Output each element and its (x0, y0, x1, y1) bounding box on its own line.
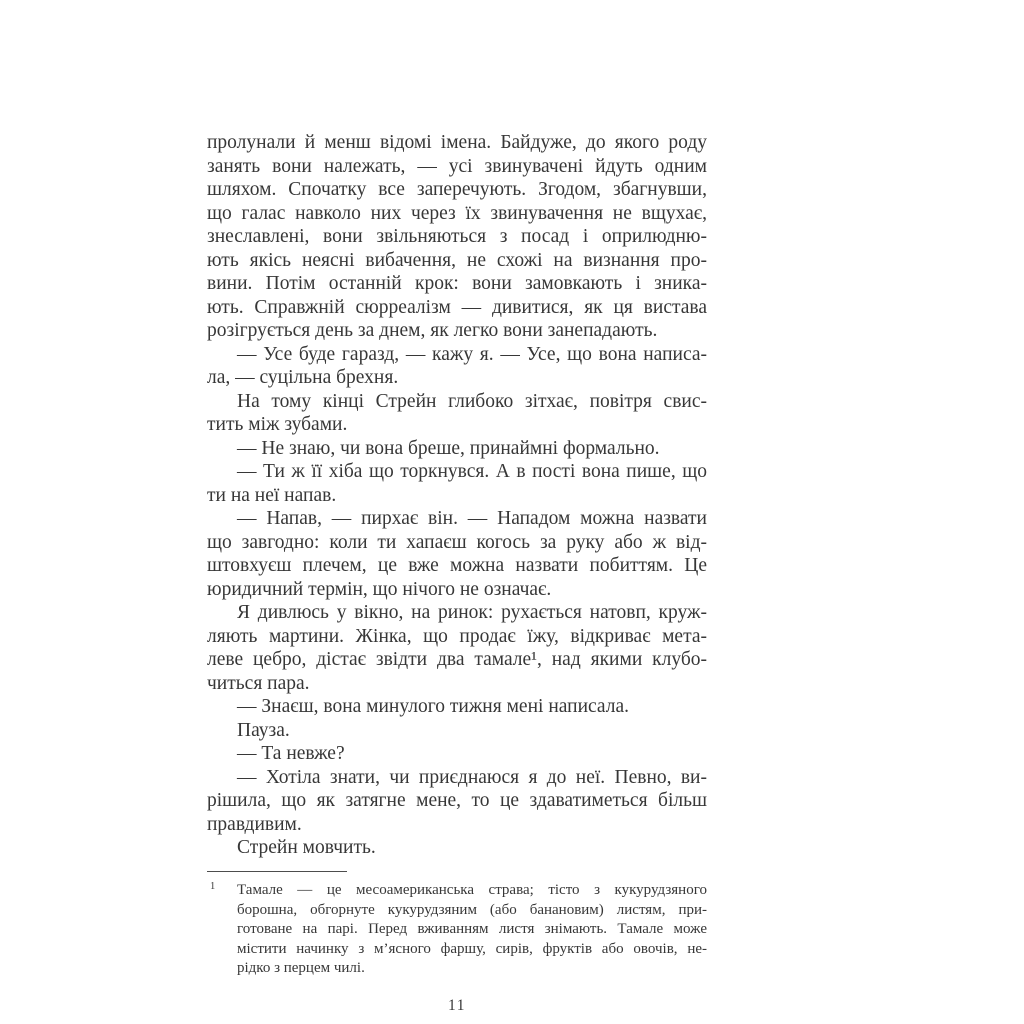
text-line: занять вони належать, — усі звинувачені йдуть одним (207, 155, 707, 177)
text-line: — Та невже? (237, 743, 345, 764)
paragraph (207, 766, 707, 837)
footnote-line: рідко з перцем чилі. (237, 960, 365, 976)
text-line: — Знаєш, вона минулого тижня мені написала. (237, 696, 629, 717)
paragraph (207, 695, 707, 719)
footnote-line: містити начинку з м’ясного фаршу, сирів, фруктів або овочів, не- (237, 940, 707, 957)
paragraph (207, 836, 707, 860)
paragraph (207, 390, 707, 437)
text-line: ють якісь неясні вибачення, не схожі на визнання про- (207, 249, 707, 271)
footnote-content (207, 881, 707, 979)
text-line: ляють мартини. Жінка, що продає їжу, відкриває мета- (207, 625, 707, 647)
text-line: розігрується день за днем, як легко вони занепадають. (207, 320, 658, 341)
footnote-text (237, 881, 707, 979)
paragraph (207, 343, 707, 390)
text-line: — Усе буде гаразд, — кажу я. — Усе, що вона написа- (237, 343, 707, 365)
paragraph (207, 460, 707, 507)
text-line: — Напав, — пирхає він. — Нападом можна назвати (237, 508, 707, 529)
paragraph (207, 742, 707, 766)
paragraph (207, 507, 707, 601)
text-line: — Не знаю, чи вона бреше, принаймні формально. (237, 437, 660, 459)
text-line: пролунали й менш відомі імена. Байдуже, до якого роду (207, 132, 707, 153)
text-line: ти на неї напав. (207, 484, 337, 506)
text-line: штовхуєш плечем, це вже можна назвати побиттям. Це (207, 555, 707, 576)
footnote-line: Тамале — це месоамериканська страва; тісто з кукурудзяного (237, 882, 707, 898)
paragraph (207, 719, 707, 743)
footnote (207, 871, 707, 979)
text-line: що галас навколо них через їх звинувачення не вщухає, (207, 202, 707, 224)
text-line: тить між зубами. (207, 414, 348, 435)
paragraph (207, 437, 707, 461)
text-line: вини. Потім останній крок: вони замовкають і зника- (207, 273, 707, 294)
text-line: що завгодно: коли ти хапаєш когось за руку або ж від- (207, 531, 707, 553)
text-line: — Хотіла знати, чи приєднаюся я до неї. Певно, ви- (237, 766, 707, 788)
text-line: шляхом. Спочатку все заперечують. Згодом, збагнувши, (207, 179, 707, 200)
text-line: — Ти ж її хіба що торкнувся. А в пості вона пише, що (237, 461, 707, 482)
page-number: 11 (448, 997, 466, 1014)
text-line: Я дивлюсь у вікно, на ринок: рухається натовп, круж- (237, 602, 707, 623)
footnote-line: борошна, обгорнуте кукурудзяним (або банановим) листям, при- (237, 901, 707, 918)
text-line: Стрейн мовчить. (237, 837, 376, 858)
text-line: ють. Справжній сюрреалізм — дивитися, як ця вистава (207, 296, 707, 318)
body-text (207, 131, 707, 860)
text-line: читься пара. (207, 672, 310, 694)
text-line: Пауза. (237, 719, 290, 741)
text-line: ла, — суцільна брехня. (207, 367, 399, 388)
footnote-line: готоване на парі. Перед вживанням листя знімають. Тамале може (237, 921, 707, 937)
footnote-divider (207, 871, 347, 872)
text-line: На тому кінці Стрейн глибоко зітхає, повітря свис- (237, 390, 707, 412)
text-line: юридичний термін, що нічого не означає. (207, 578, 552, 600)
footnote-marker: 1 (210, 881, 216, 892)
text-line: знеславлені, вони звільняються з посад і оприлюдню- (207, 226, 707, 247)
paragraph (207, 131, 707, 343)
text-line: рішила, що як затягне мене, то це здаватиметься більш (207, 790, 707, 811)
paragraph (207, 601, 707, 695)
text-line: леве цебро, дістає звідти два тамале¹, над якими клубо- (207, 649, 707, 670)
text-line: правдивим. (207, 813, 302, 835)
